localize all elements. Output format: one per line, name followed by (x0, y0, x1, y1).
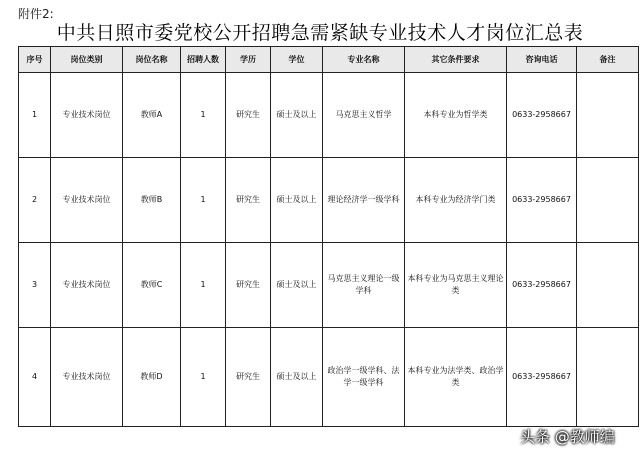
column-header-phone: 咨询电话 (507, 47, 577, 73)
table-row (19, 73, 639, 158)
cell-remark (577, 328, 639, 427)
cell-major: 马克思主义哲学 (323, 73, 405, 158)
positions-table (18, 46, 639, 427)
column-header-count: 招聘人数 (181, 47, 226, 73)
column-header-other: 其它条件要求 (405, 47, 507, 73)
cell-degree: 硕士及以上 (271, 243, 323, 328)
cell-position: 教师C (123, 243, 181, 328)
cell-phone: 0633-2958667 (507, 73, 577, 158)
column-header-category: 岗位类别 (51, 47, 123, 73)
cell-remark (577, 73, 639, 158)
cell-no: 1 (19, 73, 51, 158)
table-row (19, 158, 639, 243)
cell-other: 本科专业为经济学门类 (405, 158, 507, 243)
cell-count: 1 (181, 73, 226, 158)
column-header-education: 学历 (226, 47, 271, 73)
document-title: 中共日照市委党校公开招聘急需紧缺专业技术人才岗位汇总表 (56, 22, 584, 44)
cell-phone: 0633-2958667 (507, 158, 577, 243)
cell-category: 专业技术岗位 (51, 158, 123, 243)
cell-count: 1 (181, 328, 226, 427)
attachment-label: 附件2: (18, 7, 54, 21)
column-header-remark: 备注 (577, 47, 639, 73)
cell-position: 教师B (123, 158, 181, 243)
column-header-no: 序号 (19, 47, 51, 73)
column-header-position: 岗位名称 (123, 47, 181, 73)
cell-remark (577, 158, 639, 243)
cell-phone: 0633-2958667 (507, 243, 577, 328)
cell-degree: 硕士及以上 (271, 73, 323, 158)
watermark: 头条 @教师编 (520, 428, 615, 446)
cell-degree: 硕士及以上 (271, 328, 323, 427)
cell-education: 研究生 (226, 243, 271, 328)
table-header-row (19, 47, 639, 73)
cell-no: 4 (19, 328, 51, 427)
cell-position: 教师A (123, 73, 181, 158)
cell-no: 2 (19, 158, 51, 243)
cell-count: 1 (181, 243, 226, 328)
cell-count: 1 (181, 158, 226, 243)
cell-no: 3 (19, 243, 51, 328)
cell-category: 专业技术岗位 (51, 243, 123, 328)
cell-education: 研究生 (226, 158, 271, 243)
cell-major: 政治学一级学科、法学一级学科 (323, 328, 405, 427)
cell-remark (577, 243, 639, 328)
cell-category: 专业技术岗位 (51, 328, 123, 427)
table-row (19, 328, 639, 427)
cell-education: 研究生 (226, 73, 271, 158)
cell-other: 本科专业为马克思主义理论类 (405, 243, 507, 328)
cell-other: 本科专业为法学类、政治学类 (405, 328, 507, 427)
cell-degree: 硕士及以上 (271, 158, 323, 243)
cell-education: 研究生 (226, 328, 271, 427)
cell-major: 理论经济学一级学科 (323, 158, 405, 243)
cell-phone: 0633-2958667 (507, 328, 577, 427)
cell-major: 马克思主义理论一级学科 (323, 243, 405, 328)
table-row (19, 243, 639, 328)
cell-category: 专业技术岗位 (51, 73, 123, 158)
cell-other: 本科专业为哲学类 (405, 73, 507, 158)
cell-position: 教师D (123, 328, 181, 427)
column-header-degree: 学位 (271, 47, 323, 73)
column-header-major: 专业名称 (323, 47, 405, 73)
